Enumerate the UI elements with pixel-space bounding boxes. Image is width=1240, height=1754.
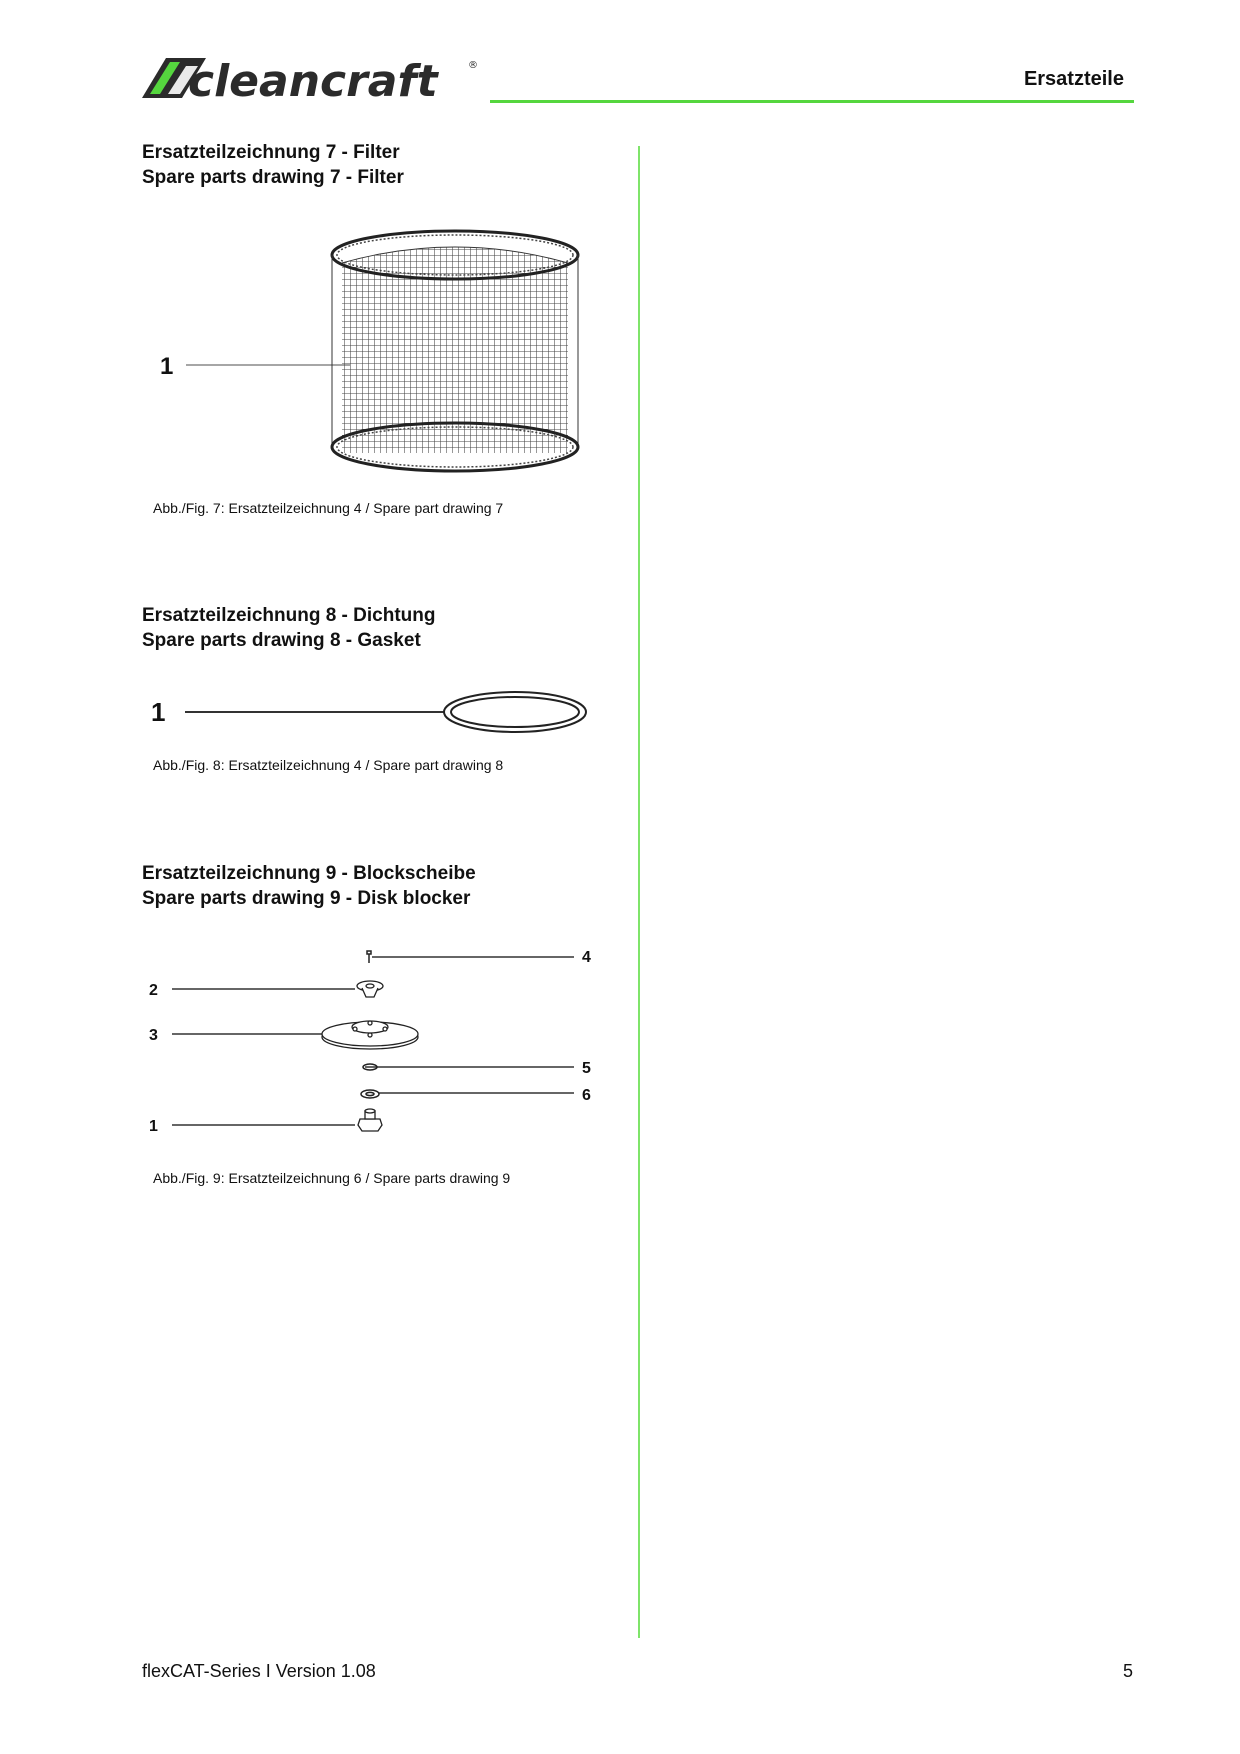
retainer-cap-icon — [357, 981, 383, 997]
cleancraft-logo — [140, 52, 480, 104]
section-7-title-de: Ersatzteilzeichnung 7 - Filter — [142, 142, 400, 163]
filter-part-label: 1 — [160, 353, 174, 380]
part-label-1: 1 — [149, 1118, 158, 1135]
part-label-3: 3 — [149, 1027, 158, 1044]
column-divider — [638, 146, 640, 1638]
filter-drawing — [140, 225, 620, 495]
section-9-title-de: Ersatzteilzeichnung 9 - Blockscheibe — [142, 863, 476, 884]
part-label-4: 4 — [582, 949, 591, 966]
gasket-drawing — [140, 685, 620, 750]
part-label-2: 2 — [149, 982, 158, 999]
figure-9-caption: Abb./Fig. 9: Ersatzteilzeichnung 6 / Spare parts drawing 9 — [153, 1170, 511, 1186]
part-label-6: 6 — [582, 1087, 591, 1104]
header-title: Ersatzteile — [1023, 68, 1124, 90]
logo-wordmark: cleancraft — [188, 56, 438, 104]
header-rule — [490, 100, 1134, 103]
logo-registered-mark: ® — [468, 60, 478, 71]
washer-icon — [361, 1090, 379, 1098]
knob-nut-icon — [358, 1109, 382, 1131]
screw-icon — [367, 951, 371, 963]
disk-plate-icon — [322, 1021, 418, 1049]
disk-blocker-drawing — [140, 945, 620, 1145]
gasket-part-label: 1 — [151, 697, 166, 727]
filter-cylinder-icon — [332, 231, 578, 471]
section-8-title-de: Ersatzteilzeichnung 8 - Dichtung — [142, 605, 436, 626]
section-9-title-en: Spare parts drawing 9 - Disk blocker — [142, 888, 471, 909]
gasket-ring-icon — [444, 692, 586, 732]
footer-text: flexCAT-Series I Version 1.08 — [142, 1661, 376, 1681]
figure-8-caption: Abb./Fig. 8: Ersatzteilzeichnung 4 / Spare part drawing 8 — [153, 757, 504, 773]
part-label-5: 5 — [582, 1060, 591, 1077]
section-7-title-en: Spare parts drawing 7 - Filter — [142, 167, 404, 188]
section-8-title-en: Spare parts drawing 8 - Gasket — [142, 630, 421, 651]
page-number: 5 — [1122, 1661, 1133, 1681]
figure-7-caption: Abb./Fig. 7: Ersatzteilzeichnung 4 / Spare part drawing 7 — [153, 500, 504, 516]
